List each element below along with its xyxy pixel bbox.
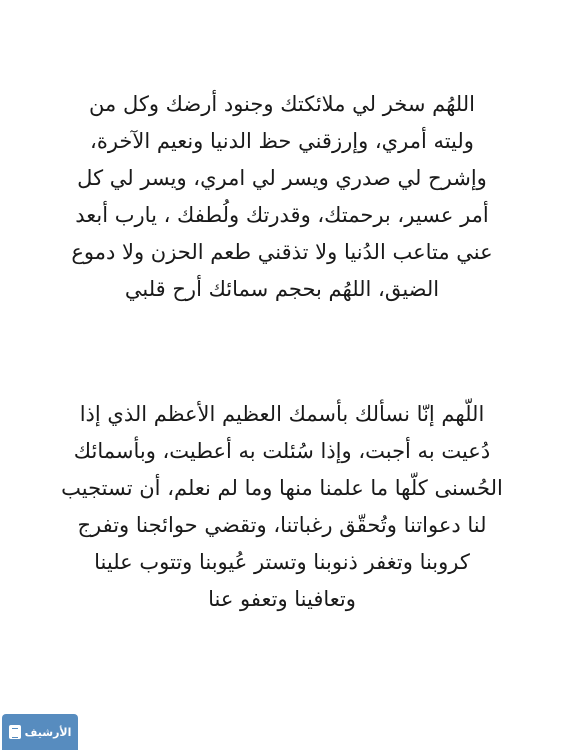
archive-icon bbox=[9, 725, 21, 739]
text-line: وليته أمري، وإرزقني حظ الدنيا ونعيم الآخرة، bbox=[90, 129, 474, 153]
watermark-text: الأرشيف bbox=[24, 725, 72, 739]
text-line: اللّهم إنّا نسألك بأسمك العظيم الأعظم الذي إذا bbox=[79, 402, 485, 426]
text-line: دُعيت به أجبت، وإذا سُئلت به أعطيت، وبأسمائك bbox=[73, 439, 491, 463]
text-line: وإشرح لي صدري ويسر لي امري، ويسر لي كل bbox=[77, 166, 487, 190]
archive-watermark bbox=[2, 714, 78, 750]
text-line: وتعافينا وتعفو عنا bbox=[208, 587, 356, 611]
text-line: لنا دعواتنا وتُحقّق رغباتنا، وتقضي حوائجنا وتفرج bbox=[77, 513, 487, 537]
text-line: عني متاعب الدُنيا ولا تذقني طعم الحزن ولا دموع bbox=[71, 240, 493, 264]
text-line: الضيق، اللهُم بحجم سمائك أرح قلبي bbox=[124, 277, 440, 301]
dua-paragraph-2 bbox=[40, 396, 524, 618]
text-line: اللهُم سخر لي ملائكتك وجنود أرضك وكل من bbox=[89, 92, 475, 116]
dua-paragraph-1 bbox=[40, 86, 524, 308]
text-line: الحُسنى كلّها ما علمنا منها وما لم نعلم، أن تستجيب bbox=[61, 476, 503, 500]
text-line: أمر عسير، برحمتك، وقدرتك ولُطفك ، يارب أبعد bbox=[75, 203, 489, 227]
text-line: كروبنا وتغفر ذنوبنا وتستر عُيوبنا وتتوب علينا bbox=[94, 550, 470, 574]
